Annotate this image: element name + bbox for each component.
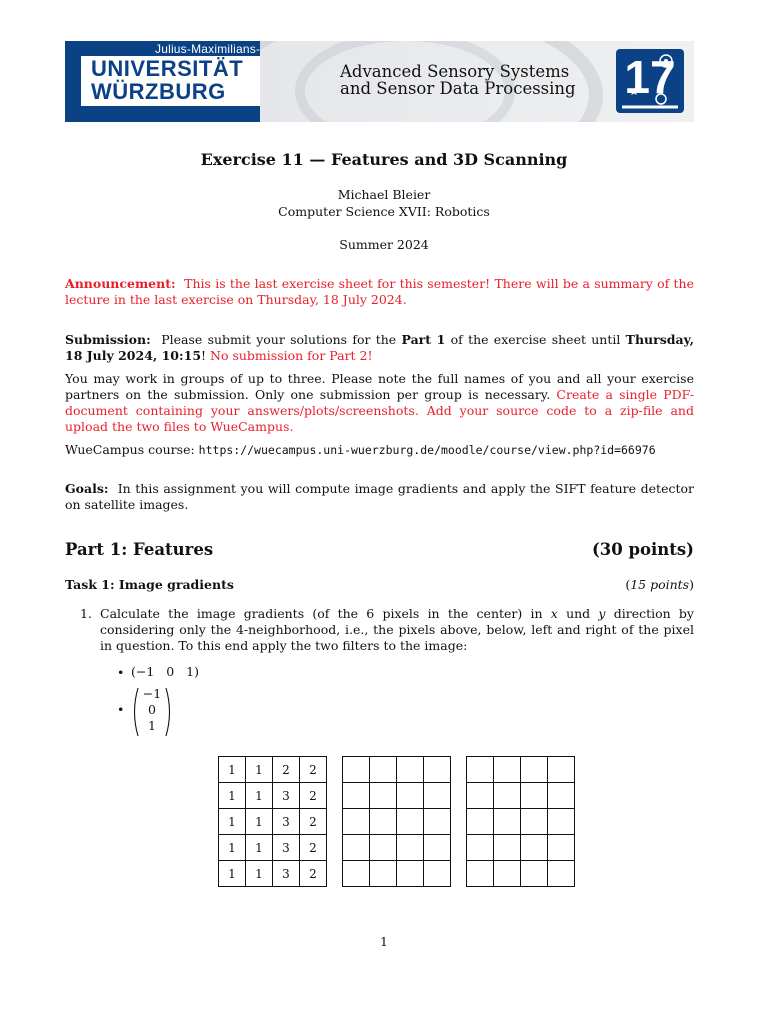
image-grid-row bbox=[219, 757, 327, 783]
submission-label: Submission: bbox=[65, 332, 151, 347]
gradient-x-grid-cell bbox=[370, 757, 397, 783]
item-text-b: und bbox=[566, 606, 591, 621]
gradient-x-grid-row bbox=[343, 783, 451, 809]
col-filter-v2: 1 bbox=[148, 718, 156, 733]
item-number: 1. bbox=[80, 606, 92, 621]
image-grid-cell: 3 bbox=[273, 809, 300, 835]
column-filter bbox=[139, 686, 165, 734]
announcement-label: Announcement: bbox=[65, 276, 176, 291]
item-text bbox=[100, 606, 694, 654]
gradient-y-grid-cell bbox=[521, 861, 548, 887]
bullet-col-filter: • bbox=[117, 702, 125, 717]
gradient-x-grid-row bbox=[343, 809, 451, 835]
gradient-y-grid-cell bbox=[494, 757, 521, 783]
image-grid-cell: 2 bbox=[300, 861, 327, 887]
item-text-a: Calculate the image gradients (of the 6 pixels in the center) in bbox=[100, 606, 543, 621]
gradient-y-grid-cell bbox=[467, 783, 494, 809]
gradient-x-grid-cell bbox=[397, 835, 424, 861]
image-grid-row bbox=[219, 861, 327, 887]
author: Michael Bleier bbox=[337, 187, 431, 202]
header-banner bbox=[65, 41, 694, 122]
gradient-x-grid-row bbox=[343, 757, 451, 783]
image-grid-cell: 1 bbox=[246, 783, 273, 809]
page-title: Exercise 11 — Features and 3D Scanning bbox=[200, 150, 568, 169]
item-text-c: direction by considering only the 4-neighborhood, i.e., the pixels above, below, left and right of the pixel in question. To this end apply the two filters to the image: bbox=[100, 606, 694, 653]
gradient-y-grid-cell bbox=[521, 835, 548, 861]
image-grid-cell: 1 bbox=[219, 757, 246, 783]
col-filter-v0: −1 bbox=[142, 686, 162, 701]
gradient-x-grid bbox=[342, 756, 451, 887]
groups-paragraph bbox=[65, 371, 694, 435]
row-filter-v2: 1 bbox=[186, 664, 195, 679]
image-grid-cell: 2 bbox=[300, 757, 327, 783]
gradient-x-grid-cell bbox=[424, 861, 451, 887]
course-link-label: WueCampus course: bbox=[65, 442, 195, 457]
gradient-y-grid bbox=[466, 756, 575, 887]
chair-badge bbox=[616, 49, 684, 113]
gradient-x-grid-row bbox=[343, 835, 451, 861]
submission-text3: ! bbox=[201, 348, 207, 363]
row-filter: (−1 0 1) bbox=[131, 664, 199, 679]
gradient-y-grid-cell bbox=[494, 783, 521, 809]
course-title-line1: Advanced Sensory Systems bbox=[340, 62, 570, 81]
goals bbox=[65, 481, 694, 513]
chair-number: 17 bbox=[624, 51, 676, 103]
gradient-y-grid-cell bbox=[548, 861, 575, 887]
image-grid-cell: 2 bbox=[300, 783, 327, 809]
gradient-y-grid-row bbox=[467, 757, 575, 783]
gradient-y-grid-cell bbox=[548, 757, 575, 783]
image-grid bbox=[218, 756, 327, 887]
course-link-line bbox=[65, 442, 694, 458]
gradient-x-grid-cell bbox=[343, 783, 370, 809]
image-grid-row bbox=[219, 835, 327, 861]
gradient-y-grid-cell bbox=[467, 809, 494, 835]
goals-label: Goals: bbox=[65, 481, 109, 496]
gradient-x-grid-cell bbox=[424, 783, 451, 809]
gradient-y-grid-cell bbox=[521, 757, 548, 783]
image-grid-cell: 1 bbox=[246, 861, 273, 887]
course-title-line2: and Sensor Data Processing bbox=[340, 79, 576, 98]
submission bbox=[65, 332, 694, 364]
task1-points-close: ) bbox=[689, 577, 694, 592]
university-logo bbox=[65, 41, 260, 122]
image-grid-cell: 2 bbox=[300, 835, 327, 861]
gradient-y-grid-row bbox=[467, 783, 575, 809]
gradient-y-grid-cell bbox=[494, 861, 521, 887]
goals-text: In this assignment you will compute image gradients and apply the SIFT feature detector on satellite images. bbox=[65, 481, 694, 512]
page-number: 1 bbox=[380, 934, 388, 949]
submission-deadline: Thursday, 18 July 2024, 10:15 bbox=[65, 332, 695, 363]
gradient-y-grid-cell bbox=[467, 861, 494, 887]
image-grid-row bbox=[219, 809, 327, 835]
pdf-instructions: Create a single PDF-document containing your answers/plots/screenshots. Add your source code to a zip-file and upload the two files to WueCampus. bbox=[65, 387, 694, 434]
task1-title: Task 1: Image gradients bbox=[65, 577, 234, 592]
gradient-x-grid-cell bbox=[370, 861, 397, 887]
bullet-row-filter: • bbox=[117, 665, 125, 680]
gradient-x-grid-cell bbox=[343, 757, 370, 783]
university-name-line1: UNIVERSITÄT bbox=[91, 56, 244, 81]
gradient-y-grid-cell bbox=[548, 835, 575, 861]
row-filter-v1: 0 bbox=[166, 664, 175, 679]
image-grid-cell: 1 bbox=[219, 835, 246, 861]
gradient-x-grid-cell bbox=[370, 809, 397, 835]
image-grid-cell: 2 bbox=[273, 757, 300, 783]
gradient-x-grid-cell bbox=[397, 757, 424, 783]
gradient-y-grid-cell bbox=[494, 835, 521, 861]
gradient-y-grid-cell bbox=[521, 783, 548, 809]
image-grid-cell: 1 bbox=[219, 809, 246, 835]
announcement-text: This is the last exercise sheet for this semester! There will be a summary of the lecture in the last exercise on Thursday, 18 July 2024. bbox=[65, 276, 694, 307]
term: Summer 2024 bbox=[339, 237, 429, 252]
gradient-y-grid-row bbox=[467, 809, 575, 835]
col-filter-v1: 0 bbox=[148, 702, 156, 717]
gradient-y-grid-cell bbox=[548, 783, 575, 809]
gradient-y-grid-row bbox=[467, 835, 575, 861]
affiliation: Computer Science XVII: Robotics bbox=[278, 204, 490, 219]
university-name-line2: WÜRZBURG bbox=[91, 79, 226, 104]
image-grid-cell: 3 bbox=[273, 861, 300, 887]
task1-points-value: 15 points bbox=[630, 577, 690, 592]
university-name-small: Julius-Maximilians- bbox=[155, 42, 261, 56]
gradient-x-grid-cell bbox=[397, 861, 424, 887]
part1-title: Part 1: Features bbox=[65, 540, 214, 559]
gradient-x-grid-cell bbox=[397, 809, 424, 835]
image-grid-cell: 1 bbox=[219, 861, 246, 887]
image-grid-row bbox=[219, 783, 327, 809]
gradient-x-grid-cell bbox=[343, 809, 370, 835]
task1-points-open: ( bbox=[625, 577, 631, 592]
course-title bbox=[340, 63, 576, 97]
gradient-y-grid-cell bbox=[521, 809, 548, 835]
submission-text1: Please submit your solutions for the bbox=[161, 332, 397, 347]
image-grid-cell: 3 bbox=[273, 835, 300, 861]
no-submission-note: No submission for Part 2! bbox=[210, 348, 373, 363]
announcement bbox=[65, 276, 694, 308]
task1-points bbox=[625, 577, 694, 592]
gradient-x-grid-cell bbox=[397, 783, 424, 809]
gradient-x-grid-cell bbox=[370, 783, 397, 809]
gradient-x-grid-cell bbox=[343, 835, 370, 861]
course-link-url[interactable]: https://wuecampus.uni-wuerzburg.de/moodle/course/view.php?id=66976 bbox=[198, 443, 656, 457]
gradient-y-grid-cell bbox=[494, 809, 521, 835]
gradient-y-grid-cell bbox=[467, 835, 494, 861]
part1-points: (30 points) bbox=[591, 540, 694, 559]
var-y: y bbox=[598, 606, 606, 621]
image-grid-cell: 1 bbox=[246, 835, 273, 861]
image-grid-cell: 3 bbox=[273, 783, 300, 809]
submission-part: Part 1 bbox=[401, 332, 446, 347]
submission-text2: of the exercise sheet until bbox=[450, 332, 621, 347]
gradient-y-grid-cell bbox=[467, 757, 494, 783]
var-x: x bbox=[550, 606, 558, 621]
groups-text: You may work in groups of up to three. Please note the full names of you and all your exercise partners on the submission. Only one submission per group is necessary. bbox=[65, 371, 694, 402]
gradient-x-grid-cell bbox=[343, 861, 370, 887]
row-filter-v0: −1 bbox=[135, 664, 155, 679]
image-grid-cell: 1 bbox=[246, 809, 273, 835]
image-grid-cell: 2 bbox=[300, 809, 327, 835]
gradient-y-grid-row bbox=[467, 861, 575, 887]
gradient-x-grid-cell bbox=[424, 835, 451, 861]
gradient-x-grid-cell bbox=[424, 809, 451, 835]
gradient-y-grid-cell bbox=[548, 809, 575, 835]
gradient-x-grid-row bbox=[343, 861, 451, 887]
gradient-x-grid-cell bbox=[370, 835, 397, 861]
gradient-x-grid-cell bbox=[424, 757, 451, 783]
image-grid-cell: 1 bbox=[219, 783, 246, 809]
image-grid-cell: 1 bbox=[246, 757, 273, 783]
